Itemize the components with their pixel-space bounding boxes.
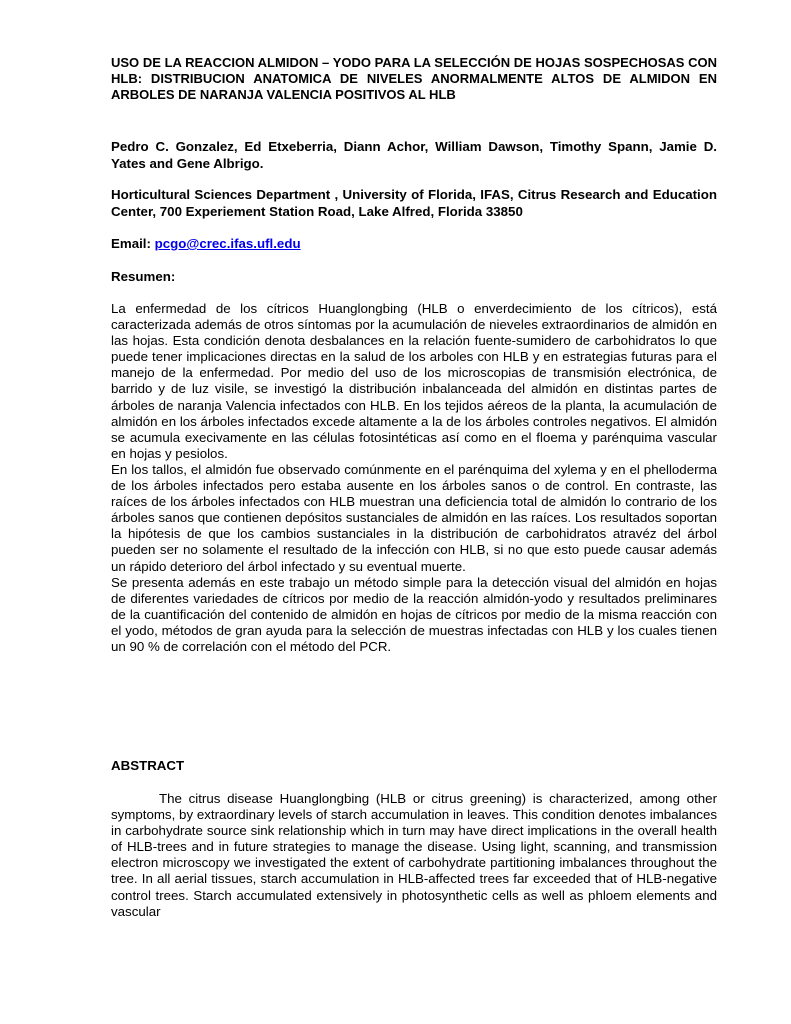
abstract-heading: ABSTRACT <box>111 758 185 773</box>
resumen-heading: Resumen: <box>111 268 176 284</box>
abstract-paragraph: The citrus disease Huanglongbing (HLB or citrus greening) is characterized, among other symptoms, by extraordinary levels of starch accumulation in leaves. This condition denotes imbalances in carbohydrate source sink relationship which in turn may have direct implications in the overall health of HLB-trees and in future strategies to manage the disease. Using light, scanning, and transmission electron microscopy we investigated the extent of carbohydrate partitioning imbalances throughout the tree. In all aerial tissues, starch accumulation in HLB-affected trees far exceeded that of HLB-negative control trees. Starch accumulated extensively in photosynthetic cells as well as phloem elements and vascular <box>111 791 717 919</box>
resumen-paragraph-1: La enfermedad de los cítricos Huanglongbing (HLB o enverdecimiento de los cítricos), está caracterizada además de otros síntomas por la acumulación de nieveles extraordinarios de almidón en las hojas. Esta condición denota desbalances en la relación fuente-sumidero de carbohidratos lo que puede tener implicaciones directas en la salud de los arboles con HLB y en estrategias futuras para el manejo de la enfermedad. Por medio del uso de los microscopias de transmisión electrónica, de barrido y de luz visile, se investigó la distribución inbalanceada del almidón en distintas partes de árboles de naranja Valencia infectados con HLB. En los tejidos aéreos de la planta, la acumulación de almidón en los árboles infectados excede altamente a la de los árboles controles negativos. El almidón se acumula execivamente en las células fotosintéticas así como en el floema y parénquima vascular en hojas y pesiolos. <box>111 301 717 461</box>
resumen-body <box>111 301 717 655</box>
email-label: Email: <box>111 236 151 251</box>
affiliation: Horticultural Sciences Department , University of Florida, IFAS, Citrus Research and Education Center, 700 Experiement Station Road, Lake Alfred, Florida 33850 <box>111 187 717 219</box>
author-list: Pedro C. Gonzalez, Ed Etxeberria, Diann Achor, William Dawson, Timothy Spann, Jamie D. Yates and Gene Albrigo. <box>111 139 717 171</box>
resumen-paragraph-2: En los tallos, el almidón fue observado comúnmente en el parénquima del xylema y en el phelloderma de los árboles infectados pero estaba ausente en los árboles sanos o de control. En contraste, las raíces de los árboles infectados con HLB muestran una deficiencia total de almidón lo contrario de los árboles sanos que contienen depósitos sustanciales de almidón en las raíces. Los resultados soportan la hipótesis de que los cambios sustanciales in la distribución de carbohidratos atravéz del árbol pueden ser no solamente el resultado de la infección con HLB, si no que esto puede causar además un rápido deterioro del árbol infectado y su eventual muerte. <box>111 461 717 574</box>
resumen-paragraph-3: Se presenta además en este trabajo un método simple para la detección visual del almidón en hojas de diferentes variedades de cítricos por medio de la reacción almidón-yodo y resultados preliminares de la cuantificación del contenido de almidón en hojas de cítricos por medio de la misma reacción con el yodo, métodos de gran ayuda para la selección de muestras infectadas con HLB y los cuales tienen un 90 % de correlación con el método del PCR. <box>111 574 717 654</box>
abstract-body <box>111 791 717 920</box>
email-link[interactable]: pcgo@crec.ifas.ufl.edu <box>154 236 301 251</box>
document-page <box>111 55 717 919</box>
paper-title: USO DE LA REACCION ALMIDON – YODO PARA LA SELECCIÓN DE HOJAS SOSPECHOSAS CON HLB: DISTRIBUCION ANATOMICA DE NIVELES ANORMALMENTE ALTOS DE ALMIDON EN ARBOLES DE NARANJA VALENCIA POSITIVOS AL HLB <box>111 55 717 102</box>
email-line <box>111 236 717 253</box>
